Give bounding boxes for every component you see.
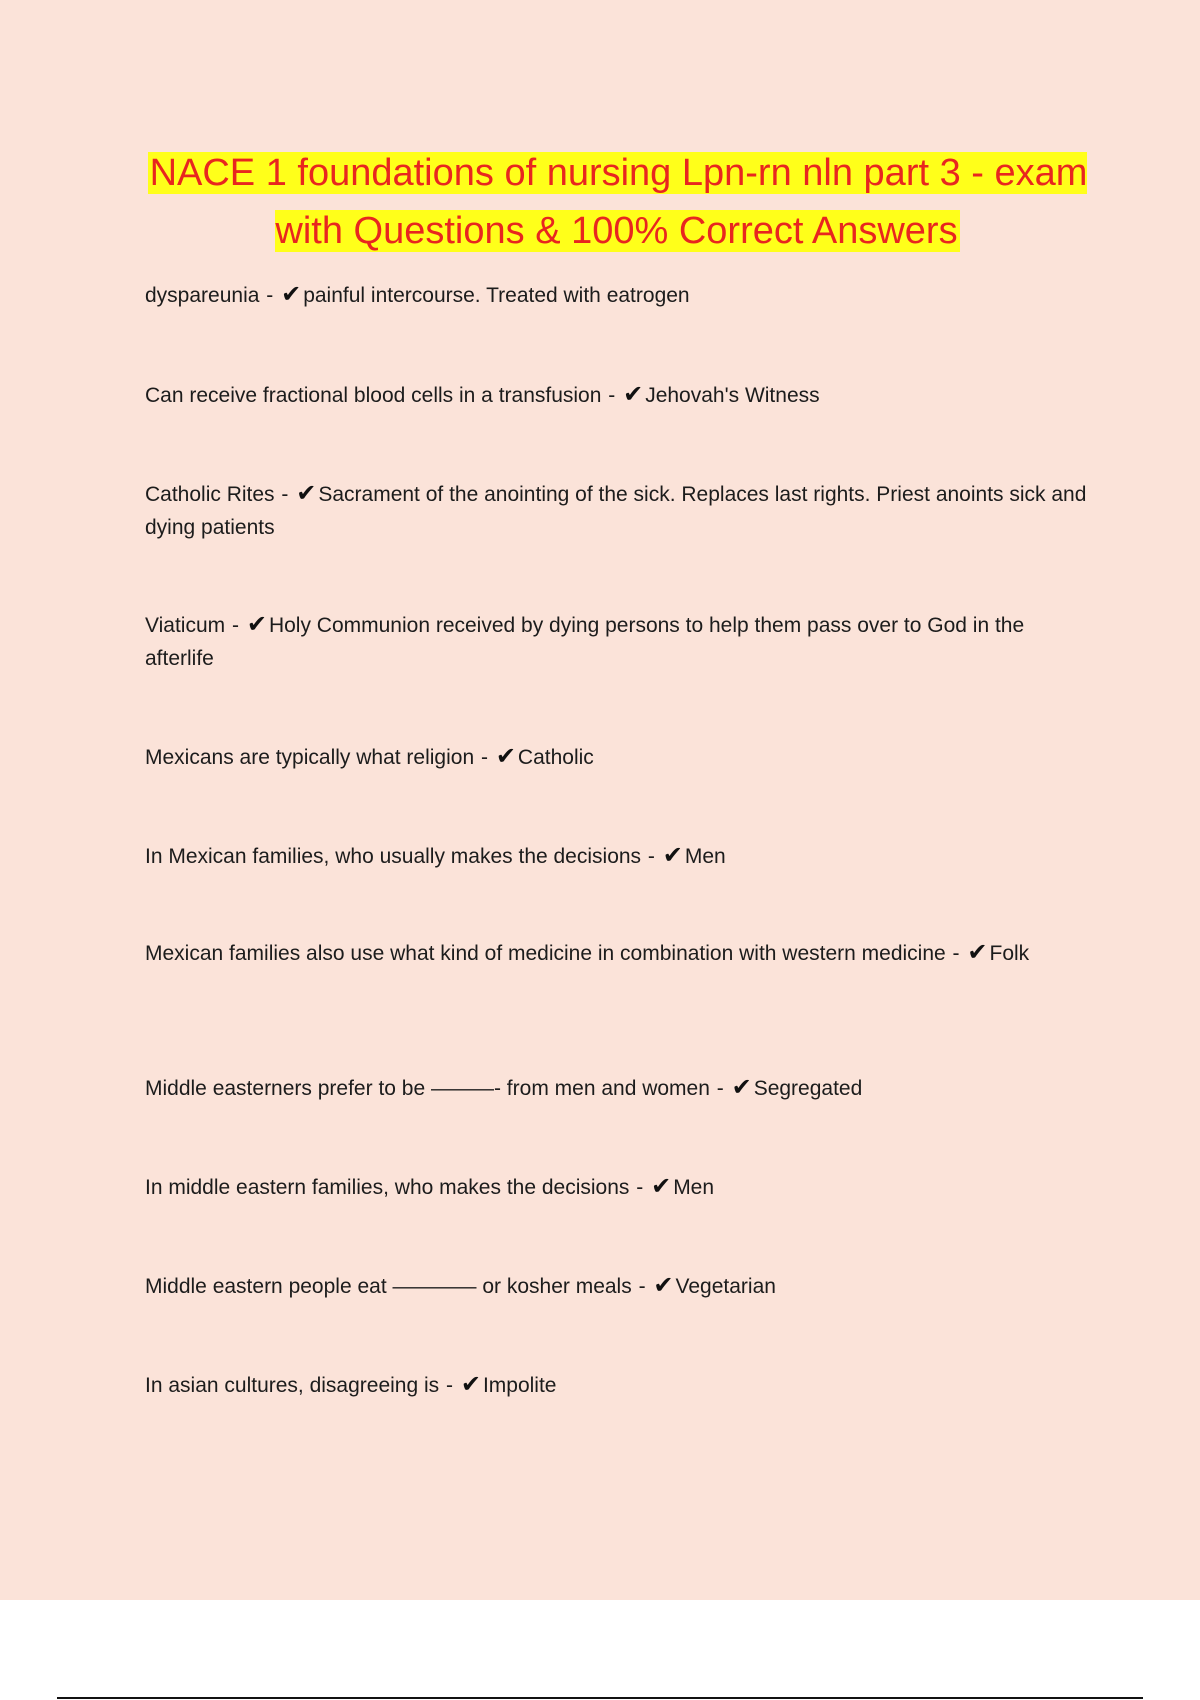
question-text: Mexicans are typically what religion <box>145 746 475 769</box>
qa-item <box>145 1369 1095 1402</box>
checkmark-icon: ✔ <box>460 1370 481 1398</box>
checkmark-icon: ✔ <box>662 841 683 869</box>
qa-item <box>145 1171 1095 1204</box>
answer-text: Segregated <box>753 1077 863 1100</box>
checkmark-icon: ✔ <box>653 1271 674 1299</box>
footer-divider <box>57 1697 1143 1699</box>
question-text: In Mexican families, who usually makes the decisions <box>145 845 642 868</box>
separator: - <box>630 1176 650 1199</box>
separator: - <box>226 614 245 637</box>
separator: - <box>440 1374 459 1397</box>
checkmark-icon: ✔ <box>651 1172 672 1200</box>
qa-item <box>145 279 1095 312</box>
qa-item <box>145 1270 1095 1303</box>
answer-text: Folk <box>989 942 1030 965</box>
question-text: Middle eastern people eat ———— or kosher meals <box>145 1275 632 1298</box>
question-text: dyspareunia <box>145 284 260 307</box>
answer-text: Impolite <box>482 1374 557 1397</box>
qa-item <box>145 609 1095 675</box>
separator: - <box>710 1077 730 1100</box>
question-text: Can receive fractional blood cells in a transfusion <box>145 384 602 407</box>
separator: - <box>275 483 295 506</box>
question-text: In middle eastern families, who makes the decisions <box>145 1176 630 1199</box>
answer-text: Men <box>673 1176 715 1199</box>
qa-item <box>145 379 1095 412</box>
answer-text: Vegetarian <box>675 1275 776 1298</box>
checkmark-icon: ✔ <box>296 479 317 507</box>
separator: - <box>475 746 494 769</box>
question-text: In asian cultures, disagreeing is <box>145 1374 440 1397</box>
checkmark-icon: ✔ <box>731 1073 752 1101</box>
question-text: Viaticum <box>145 614 226 637</box>
qa-item <box>145 478 1095 544</box>
answer-text: Holy Communion received by dying persons to help them pass over to God in the afterlife <box>145 614 1025 670</box>
separator: - <box>602 384 622 407</box>
checkmark-icon: ✔ <box>495 742 516 770</box>
separator: - <box>260 284 280 307</box>
answer-text: painful intercourse. Treated with eatrogen <box>303 284 690 307</box>
qa-item <box>145 840 1095 873</box>
question-text: Middle easterners prefer to be ———- from men and women <box>145 1077 710 1100</box>
title-text: NACE 1 foundations of nursing Lpn-rn nln part 3 - exam with Questions & 100% Correct Answers <box>149 152 1088 252</box>
answer-text: Catholic <box>517 746 594 769</box>
answer-text: Jehovah's Witness <box>645 384 820 407</box>
separator: - <box>946 942 966 965</box>
document-title <box>120 144 1115 260</box>
question-text: Catholic Rites <box>145 483 275 506</box>
checkmark-icon: ✔ <box>967 938 988 966</box>
qa-item <box>145 741 1095 774</box>
qa-item <box>145 1072 1095 1105</box>
separator: - <box>642 845 661 868</box>
question-text: Mexican families also use what kind of medicine in combination with western medicine <box>145 942 946 965</box>
answer-text: Men <box>684 845 726 868</box>
answer-text: Sacrament of the anointing of the sick. Replaces last rights. Priest anoints sick and dying patients <box>145 483 1087 539</box>
separator: - <box>632 1275 652 1298</box>
qa-item <box>145 937 1095 970</box>
checkmark-icon: ✔ <box>623 380 644 408</box>
checkmark-icon: ✔ <box>246 610 267 638</box>
checkmark-icon: ✔ <box>281 280 302 308</box>
